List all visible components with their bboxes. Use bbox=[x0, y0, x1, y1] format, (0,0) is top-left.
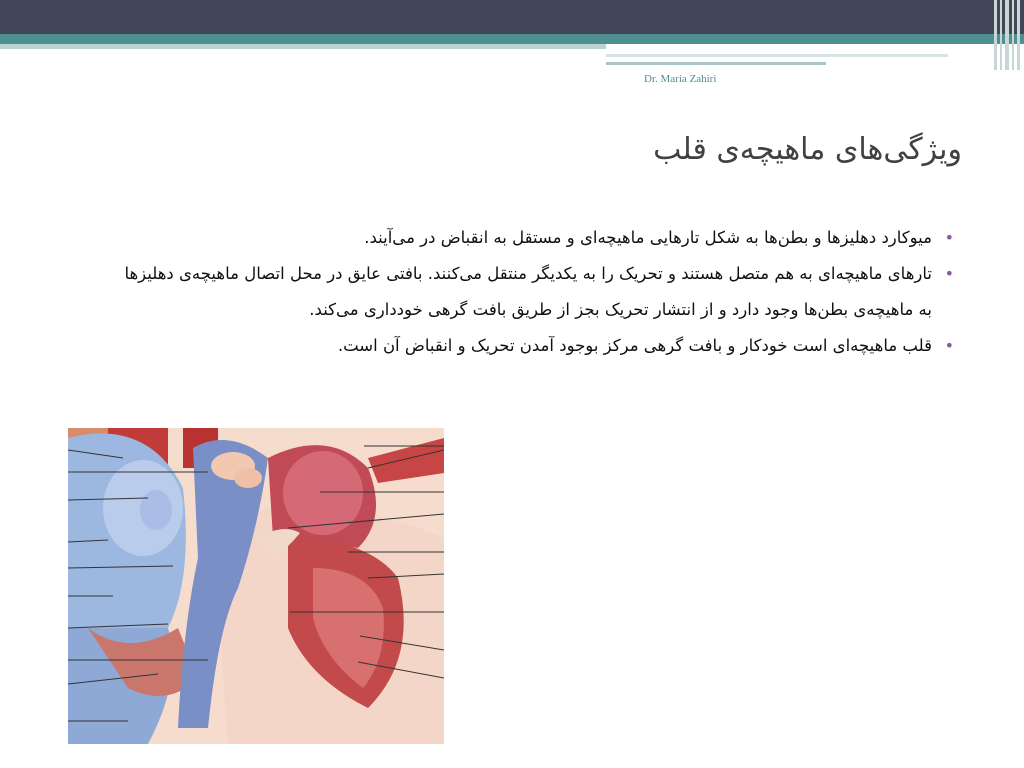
bullet-icon: • bbox=[944, 264, 954, 283]
bullet-text: تارهای ماهیچه‌ای به هم متصل هستند و تحریک را به یکدیگر منتقل می‌کنند. بافتی عایق در محل اتصال ماهیچه‌ی دهلیزها به ماهیچه‌ی بطن‌ها وجود دارد و از انتشار تحریک بجز از طریق بافت گرهی خودداری می‌کند. bbox=[124, 264, 932, 319]
author-name: Dr. Maria Zahiri bbox=[644, 73, 717, 85]
header-line bbox=[606, 54, 948, 57]
bullet-item bbox=[122, 328, 954, 364]
bullet-icon: • bbox=[944, 228, 954, 247]
heart-diagram bbox=[68, 428, 444, 744]
header-line bbox=[606, 62, 826, 65]
bullet-item bbox=[122, 256, 954, 328]
bullet-item bbox=[122, 220, 954, 256]
bullet-text: قلب ماهیچه‌ای است خودکار و بافت گرهی مرکز بوجود آمدن تحریک و انقباض آن است. bbox=[337, 336, 932, 355]
top-dark-bar bbox=[0, 0, 1024, 34]
header-stripes bbox=[990, 0, 1024, 70]
slide-title: ویژگی‌های ماهیچه‌ی قلب bbox=[653, 132, 962, 167]
teal-band bbox=[0, 34, 1024, 44]
bullet-list bbox=[122, 220, 954, 364]
bullet-text: میوکارد دهلیزها و بطن‌ها به شکل تارهایی ماهیچه‌ای و مستقل به انقباض در می‌آیند. bbox=[364, 228, 932, 247]
bullet-icon: • bbox=[944, 336, 954, 355]
heart-illustration bbox=[68, 428, 444, 744]
